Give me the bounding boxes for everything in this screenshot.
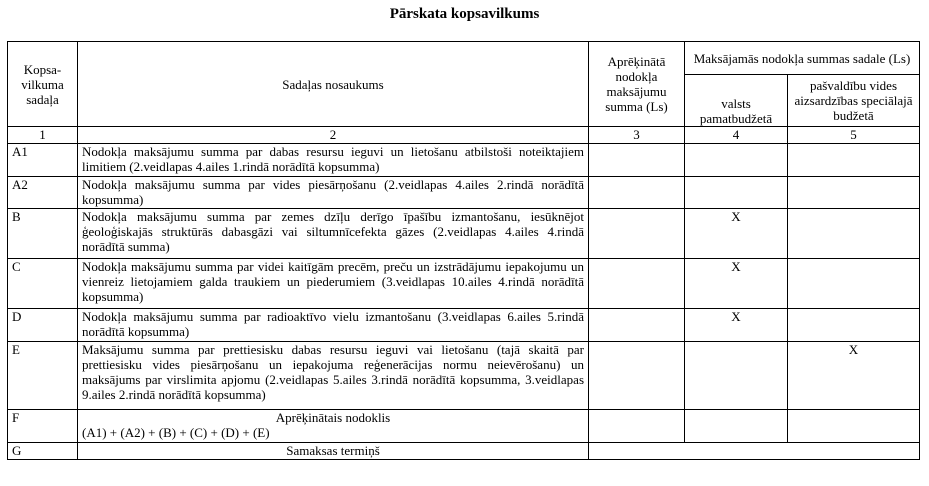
column-number: 1 bbox=[8, 127, 78, 144]
header-distribution: Maksājamās nodokļa summas sadale (Ls) bbox=[685, 42, 920, 75]
state-budget-cell bbox=[685, 144, 788, 177]
calculated-amount-cell bbox=[589, 144, 685, 177]
section-code: F bbox=[8, 410, 78, 443]
column-number: 5 bbox=[788, 127, 920, 144]
calculated-amount-cell bbox=[589, 410, 685, 443]
calculated-amount-cell bbox=[589, 177, 685, 209]
table-row bbox=[8, 342, 920, 410]
column-number: 2 bbox=[78, 127, 589, 144]
header-section-code: Kopsa-vilkuma sadaļa bbox=[8, 42, 78, 127]
column-number: 4 bbox=[685, 127, 788, 144]
section-name: Nodokļa maksājumu summa par videi kaitīgām precēm, preču un izstrādājumu iepakojumu un vienreiz lietojamiem galda traukiem un piederumiem (3.veidlapas 10.ailes 4.rindā norādītā kopsumma) bbox=[78, 259, 589, 309]
state-budget-cell: X bbox=[685, 259, 788, 309]
section-code: G bbox=[8, 443, 78, 460]
column-number-row bbox=[8, 127, 920, 144]
section-code: D bbox=[8, 309, 78, 342]
municipal-budget-cell bbox=[788, 259, 920, 309]
table-row bbox=[8, 259, 920, 309]
total-label: Aprēķinātais nodoklis bbox=[275, 410, 391, 425]
state-budget-cell: X bbox=[685, 209, 788, 259]
table-row bbox=[8, 177, 920, 209]
municipal-budget-cell bbox=[788, 177, 920, 209]
section-name: Nodokļa maksājumu summa par zemes dzīļu derīgo īpašību izmantošanu, iesūknējot ģeoloģiskajās struktūrās dabasgāzi vai siltumnīcefekta gāzes (2.veidlapas 4.ailes 4.rindā norādītā summa) bbox=[78, 209, 589, 259]
section-name: Nodokļa maksājumu summa par radioaktīvo vielu izmantošanu (3.veidlapas 6.ailes 5.rindā norādītā kopsumma) bbox=[78, 309, 589, 342]
table-row bbox=[8, 209, 920, 259]
section-code: E bbox=[8, 342, 78, 410]
section-name bbox=[78, 410, 589, 443]
table-row bbox=[8, 309, 920, 342]
deadline-value-cell bbox=[589, 443, 920, 460]
municipal-budget-cell bbox=[788, 144, 920, 177]
header-municipal-budget: pašvaldību vides aizsardzības speciālajā budžetā bbox=[788, 75, 920, 127]
column-number: 3 bbox=[589, 127, 685, 144]
calculated-amount-cell bbox=[589, 309, 685, 342]
state-budget-cell bbox=[685, 177, 788, 209]
calculated-amount-cell bbox=[589, 342, 685, 410]
page-title: Pārskata kopsavilkums bbox=[389, 6, 540, 22]
section-code: A1 bbox=[8, 144, 78, 177]
municipal-budget-cell bbox=[788, 309, 920, 342]
total-formula: (A1) + (A2) + (B) + (C) + (D) + (E) bbox=[82, 425, 270, 440]
summary-table bbox=[7, 41, 920, 460]
table-row-deadline bbox=[8, 443, 920, 460]
state-budget-cell bbox=[685, 410, 788, 443]
header-calculated-amount: Aprēķinātā nodokļa maksājumu summa (Ls) bbox=[589, 42, 685, 127]
section-name: Maksājumu summa par prettiesisku dabas resursu ieguvi vai lietošanu (tajā skaitā par prettiesisku vides piesārņošanu un iepakojuma reģenerācijas normu neievērošanu) un maksājums par virslimita apjomu (2.veidlapas 5.ailes 3.rindā norādītā kopsumma, 3.veidlapas 9.ailes 2.rindā norādītā kopsumma) bbox=[78, 342, 589, 410]
section-code: B bbox=[8, 209, 78, 259]
section-name: Samaksas termiņš bbox=[78, 443, 589, 460]
section-name: Nodokļa maksājumu summa par dabas resursu ieguvi un lietošanu atbilstoši noteiktajiem limitiem (2.veidlapas 4.ailes 1.rindā norādītā kopsumma) bbox=[78, 144, 589, 177]
table-row-total bbox=[8, 410, 920, 443]
state-budget-cell: X bbox=[685, 309, 788, 342]
header-state-budget: valsts pamatbudžetā bbox=[685, 75, 788, 127]
section-name: Nodokļa maksājumu summa par vides piesārņošanu (2.veidlapas 4.ailes 2.rindā norādītā kopsumma) bbox=[78, 177, 589, 209]
municipal-budget-cell: X bbox=[788, 342, 920, 410]
municipal-budget-cell bbox=[788, 209, 920, 259]
state-budget-cell bbox=[685, 342, 788, 410]
calculated-amount-cell bbox=[589, 259, 685, 309]
table-row bbox=[8, 144, 920, 177]
header-section-name: Sadaļas nosaukums bbox=[78, 42, 589, 127]
header-row bbox=[8, 42, 920, 75]
municipal-budget-cell bbox=[788, 410, 920, 443]
calculated-amount-cell bbox=[589, 209, 685, 259]
section-code: A2 bbox=[8, 177, 78, 209]
section-code: C bbox=[8, 259, 78, 309]
